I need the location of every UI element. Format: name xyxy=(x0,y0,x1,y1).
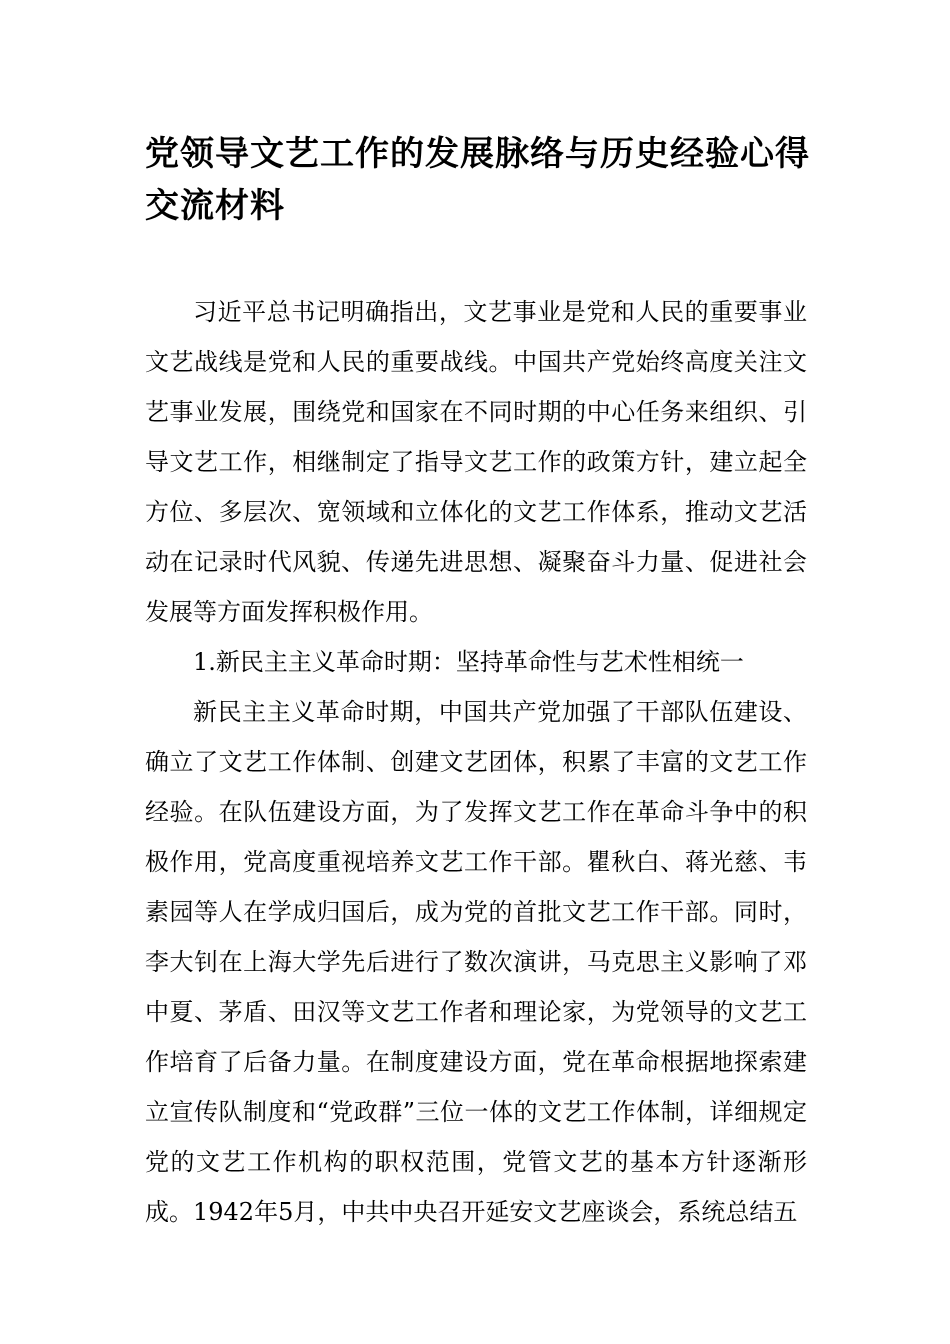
section-heading: 1.新民主主义革命时期：坚持革命性与艺术性相统一 xyxy=(193,648,744,676)
document-body xyxy=(145,287,807,1237)
document-title: 党领导文艺工作的发展脉络与历史经验心得交流材料 xyxy=(145,134,810,226)
paragraph-intro: 习近平总书记明确指出，文艺事业是党和人民的重要事业文艺战线是党和人民的重要战线。中国共产党始终高度关注文艺事业发展，围绕党和国家在不同时期的中心任务来组织、引导文艺工作，相继制定了指导文艺工作的政策方针，建立起全方位、多层次、宽领域和立体化的文艺工作体系，推动文艺活动在记录时代风貌、传递先进思想、凝聚奋斗力量、促进社会发展等方面发挥积极作用。 xyxy=(145,298,807,626)
paragraph-section-1: 新民主主义革命时期，中国共产党加强了干部队伍建设、确立了文艺工作体制、创建文艺团体，积累了丰富的文艺工作经验。在队伍建设方面，为了发挥文艺工作在革命斗争中的积极作用，党高度重视培养文艺工作干部。瞿秋白、蒋光慈、韦素园等人在学成归国后，成为党的首批文艺工作干部。同时，李大钊在上海大学先后进行了数次演讲，马克思主义影响了邓中夏、茅盾、田汉等文艺工作者和理论家，为党领导的文艺工作培育了后备力量。在制度建设方面，党在革命根据地探索建立宣传队制度和“党政群”三位一体的文艺工作体制，详细规定党的文艺工作机构的职权范围，党管文艺的基本方针逐渐形成。1942年5月，中共中央召开延安文艺座谈会，系统总结五 xyxy=(145,698,807,1226)
